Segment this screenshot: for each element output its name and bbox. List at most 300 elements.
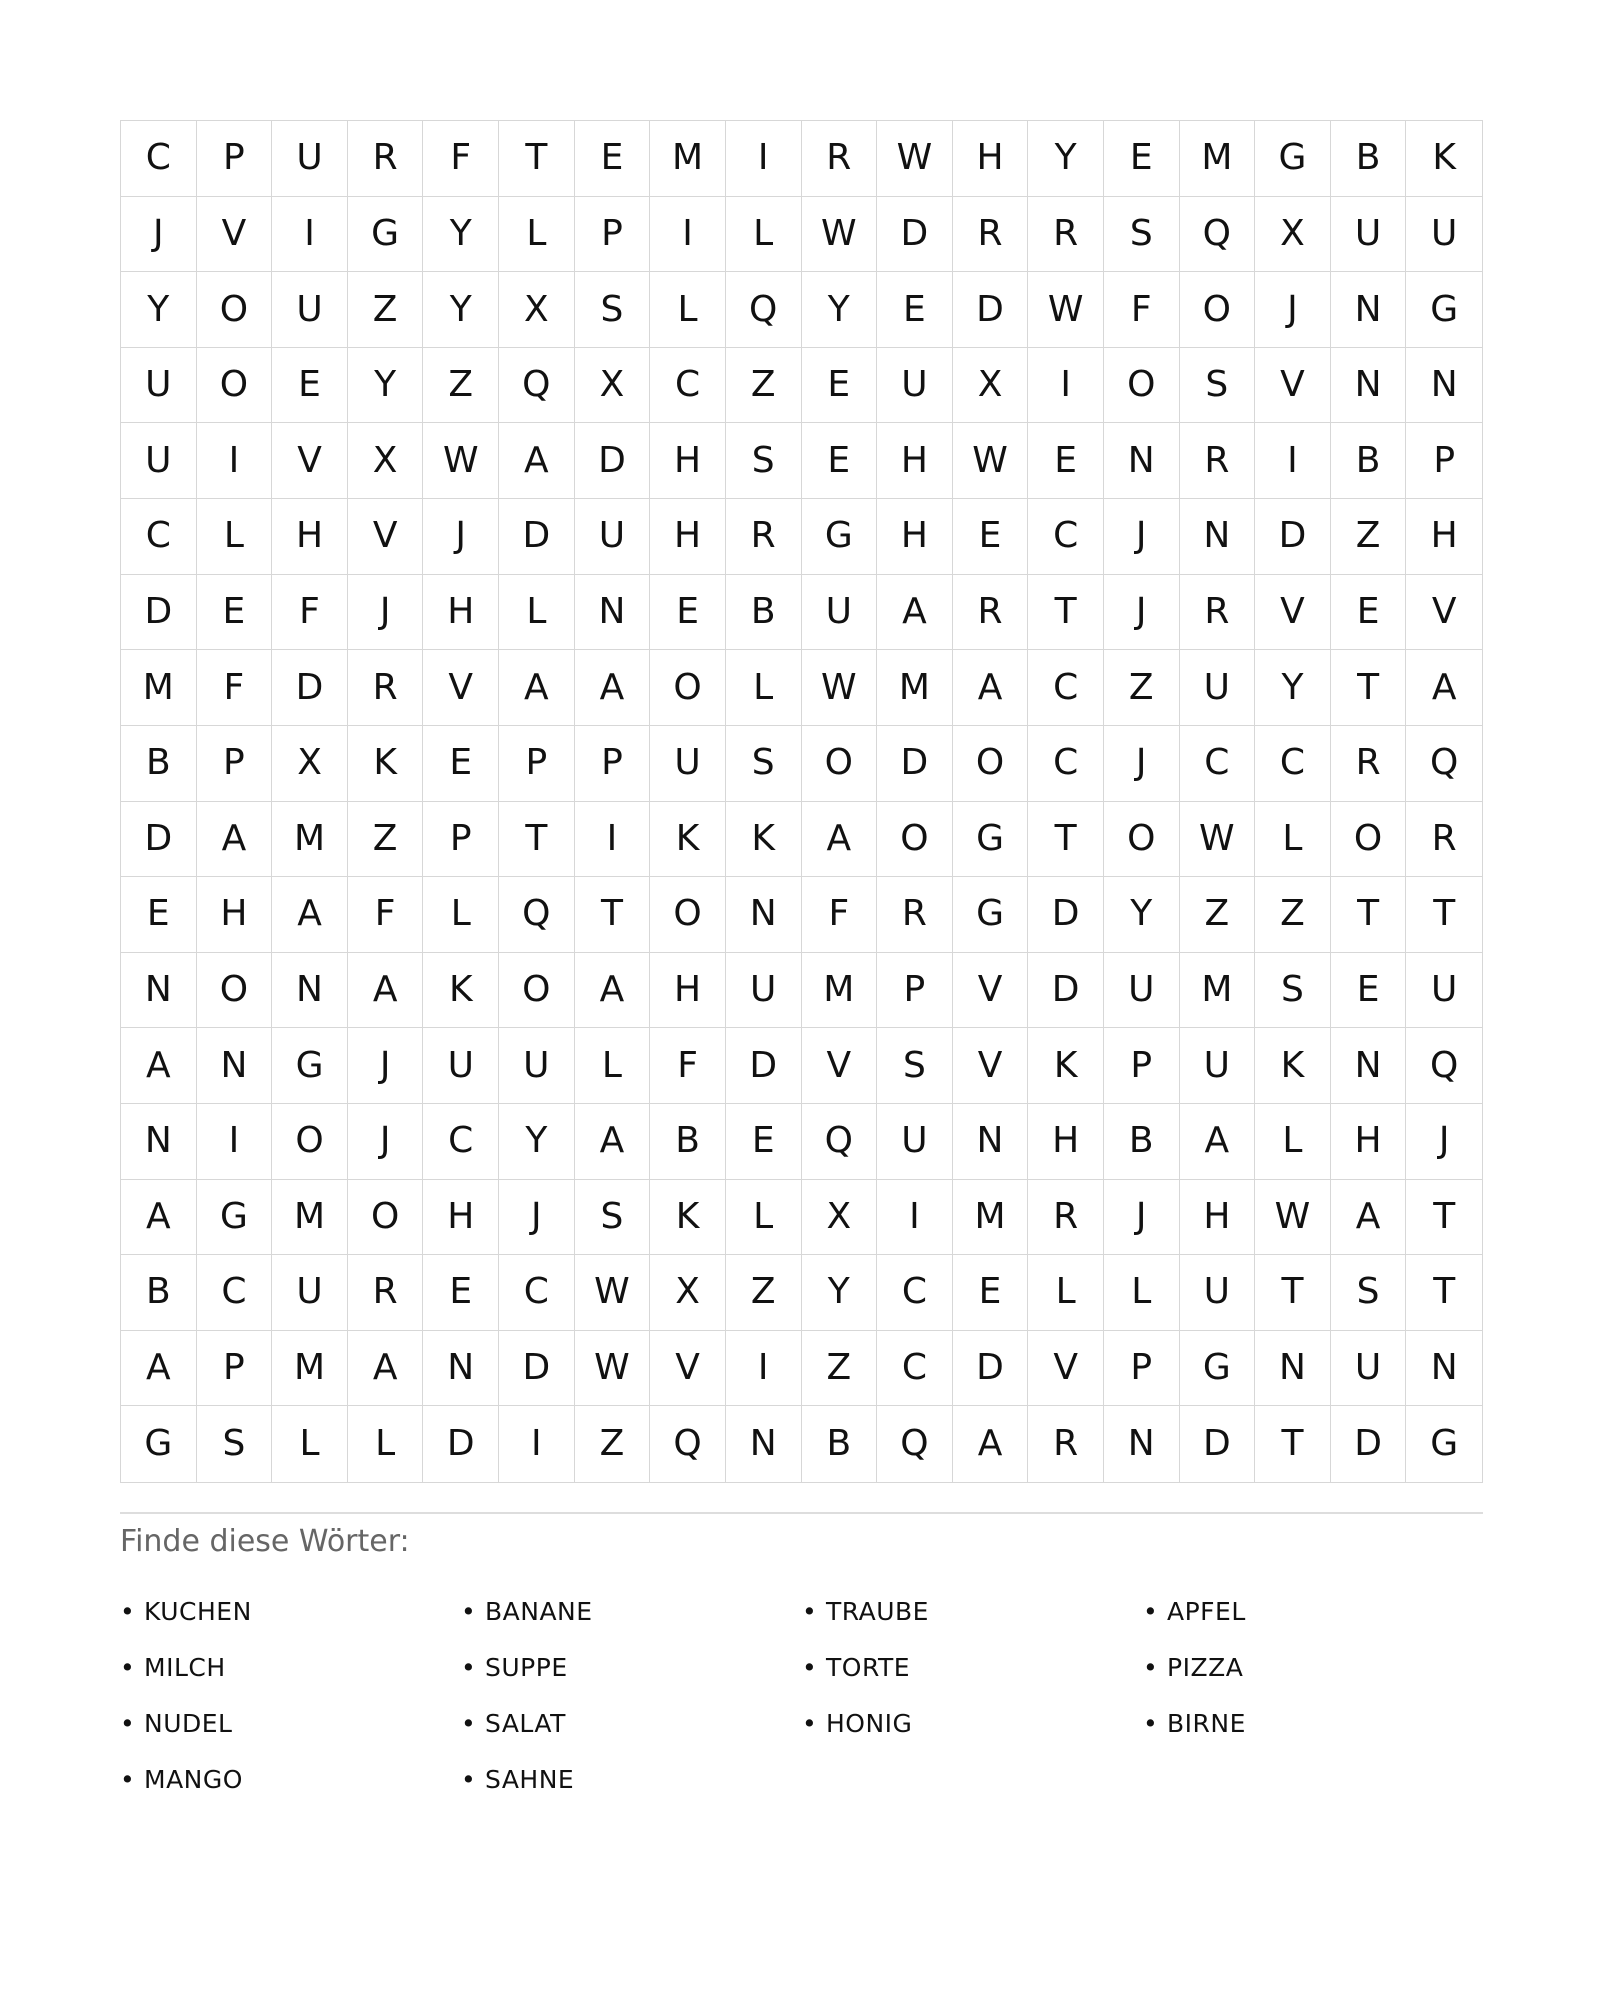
grid-cell[interactable]: U [650,726,726,802]
grid-cell[interactable]: M [1180,121,1256,197]
grid-cell[interactable]: D [953,1331,1029,1407]
grid-cell[interactable]: K [1255,1028,1331,1104]
grid-cell[interactable]: M [272,1180,348,1256]
grid-cell[interactable]: V [650,1331,726,1407]
grid-cell[interactable]: M [1180,953,1256,1029]
grid-cell[interactable]: R [1180,575,1256,651]
grid-cell[interactable]: N [1104,423,1180,499]
grid-cell[interactable]: C [499,1255,575,1331]
grid-cell[interactable]: D [423,1406,499,1482]
grid-cell[interactable]: V [953,1028,1029,1104]
grid-cell[interactable]: N [1104,1406,1180,1482]
grid-cell[interactable]: T [1331,877,1407,953]
grid-cell[interactable]: U [121,423,197,499]
grid-cell[interactable]: Q [650,1406,726,1482]
grid-cell[interactable]: A [1331,1180,1407,1256]
grid-cell[interactable]: S [1331,1255,1407,1331]
grid-cell[interactable]: I [197,1104,273,1180]
grid-cell[interactable]: H [877,423,953,499]
grid-cell[interactable]: F [348,877,424,953]
grid-cell[interactable]: Z [726,348,802,424]
grid-cell[interactable]: F [197,650,273,726]
grid-cell[interactable]: V [1255,575,1331,651]
grid-cell[interactable]: O [1331,802,1407,878]
grid-cell[interactable]: Y [802,272,878,348]
grid-cell[interactable]: A [197,802,273,878]
grid-cell[interactable]: J [348,1104,424,1180]
grid-cell[interactable]: P [197,726,273,802]
grid-cell[interactable]: N [953,1104,1029,1180]
grid-cell[interactable]: Q [726,272,802,348]
grid-cell[interactable]: D [1028,877,1104,953]
grid-cell[interactable]: C [650,348,726,424]
grid-cell[interactable]: S [1180,348,1256,424]
grid-cell[interactable]: P [197,121,273,197]
grid-cell[interactable]: N [575,575,651,651]
grid-cell[interactable]: A [121,1028,197,1104]
grid-cell[interactable]: N [121,1104,197,1180]
grid-cell[interactable]: S [726,423,802,499]
grid-cell[interactable]: N [726,1406,802,1482]
grid-cell[interactable]: E [1028,423,1104,499]
grid-cell[interactable]: B [1331,423,1407,499]
grid-cell[interactable]: W [575,1331,651,1407]
grid-cell[interactable]: A [1180,1104,1256,1180]
grid-cell[interactable]: G [1180,1331,1256,1407]
grid-cell[interactable]: H [423,575,499,651]
grid-cell[interactable]: C [877,1331,953,1407]
grid-cell[interactable]: D [121,802,197,878]
grid-cell[interactable]: Y [1104,877,1180,953]
grid-cell[interactable]: D [499,499,575,575]
grid-cell[interactable]: N [1331,1028,1407,1104]
grid-cell[interactable]: Q [1406,726,1482,802]
grid-cell[interactable]: V [1028,1331,1104,1407]
grid-cell[interactable]: O [877,802,953,878]
grid-cell[interactable]: U [1104,953,1180,1029]
grid-cell[interactable]: V [272,423,348,499]
grid-cell[interactable]: P [197,1331,273,1407]
grid-cell[interactable]: E [953,499,1029,575]
grid-cell[interactable]: H [953,121,1029,197]
grid-cell[interactable]: R [348,121,424,197]
grid-cell[interactable]: A [348,953,424,1029]
grid-cell[interactable]: U [272,1255,348,1331]
grid-cell[interactable]: C [121,499,197,575]
grid-cell[interactable]: R [1028,1180,1104,1256]
grid-cell[interactable]: G [1255,121,1331,197]
grid-cell[interactable]: T [499,121,575,197]
grid-cell[interactable]: J [1104,1180,1180,1256]
grid-cell[interactable]: S [1255,953,1331,1029]
grid-cell[interactable]: E [726,1104,802,1180]
grid-cell[interactable]: N [197,1028,273,1104]
grid-cell[interactable]: U [272,272,348,348]
grid-cell[interactable]: Z [802,1331,878,1407]
grid-cell[interactable]: T [1028,802,1104,878]
grid-cell[interactable]: A [121,1180,197,1256]
grid-cell[interactable]: U [877,1104,953,1180]
grid-cell[interactable]: R [1180,423,1256,499]
grid-cell[interactable]: Y [423,272,499,348]
grid-cell[interactable]: X [953,348,1029,424]
grid-cell[interactable]: E [121,877,197,953]
grid-cell[interactable]: I [726,1331,802,1407]
grid-cell[interactable]: S [1104,197,1180,273]
grid-cell[interactable]: N [423,1331,499,1407]
grid-cell[interactable]: T [575,877,651,953]
grid-cell[interactable]: Z [1180,877,1256,953]
grid-cell[interactable]: O [650,650,726,726]
grid-cell[interactable]: Y [1255,650,1331,726]
grid-cell[interactable]: A [499,423,575,499]
grid-cell[interactable]: L [1028,1255,1104,1331]
grid-cell[interactable]: I [197,423,273,499]
grid-cell[interactable]: W [802,197,878,273]
grid-cell[interactable]: I [575,802,651,878]
grid-cell[interactable]: Z [575,1406,651,1482]
grid-cell[interactable]: D [121,575,197,651]
grid-cell[interactable]: A [499,650,575,726]
grid-cell[interactable]: G [348,197,424,273]
grid-cell[interactable]: E [877,272,953,348]
grid-cell[interactable]: P [1104,1331,1180,1407]
grid-cell[interactable]: U [1406,953,1482,1029]
grid-cell[interactable]: W [953,423,1029,499]
grid-cell[interactable]: Y [1028,121,1104,197]
grid-cell[interactable]: G [121,1406,197,1482]
grid-cell[interactable]: A [121,1331,197,1407]
grid-cell[interactable]: B [121,726,197,802]
grid-cell[interactable]: X [650,1255,726,1331]
grid-cell[interactable]: L [1104,1255,1180,1331]
grid-cell[interactable]: U [423,1028,499,1104]
grid-cell[interactable]: Y [802,1255,878,1331]
grid-cell[interactable]: W [1255,1180,1331,1256]
grid-cell[interactable]: X [802,1180,878,1256]
grid-cell[interactable]: E [423,1255,499,1331]
grid-cell[interactable]: O [953,726,1029,802]
grid-cell[interactable]: B [1104,1104,1180,1180]
grid-cell[interactable]: G [953,877,1029,953]
grid-cell[interactable]: D [1331,1406,1407,1482]
grid-cell[interactable]: X [272,726,348,802]
grid-cell[interactable]: C [1180,726,1256,802]
grid-cell[interactable]: R [348,1255,424,1331]
grid-cell[interactable]: D [953,272,1029,348]
grid-cell[interactable]: A [272,877,348,953]
grid-cell[interactable]: R [726,499,802,575]
grid-cell[interactable]: H [650,423,726,499]
grid-cell[interactable]: C [1028,499,1104,575]
grid-cell[interactable]: O [1180,272,1256,348]
grid-cell[interactable]: M [650,121,726,197]
grid-cell[interactable]: X [575,348,651,424]
grid-cell[interactable]: E [650,575,726,651]
grid-cell[interactable]: S [575,1180,651,1256]
grid-cell[interactable]: S [726,726,802,802]
grid-cell[interactable]: Q [499,877,575,953]
grid-cell[interactable]: F [802,877,878,953]
grid-cell[interactable]: Z [1104,650,1180,726]
grid-cell[interactable]: B [1331,121,1407,197]
grid-cell[interactable]: L [499,575,575,651]
grid-cell[interactable]: U [575,499,651,575]
grid-cell[interactable]: U [121,348,197,424]
grid-cell[interactable]: C [1028,726,1104,802]
grid-cell[interactable]: U [1180,650,1256,726]
grid-cell[interactable]: D [1028,953,1104,1029]
grid-cell[interactable]: N [121,953,197,1029]
grid-cell[interactable]: Z [726,1255,802,1331]
grid-cell[interactable]: R [802,121,878,197]
grid-cell[interactable]: E [272,348,348,424]
grid-cell[interactable]: J [1406,1104,1482,1180]
grid-cell[interactable]: N [1331,348,1407,424]
grid-cell[interactable]: L [197,499,273,575]
grid-cell[interactable]: J [348,575,424,651]
grid-cell[interactable]: W [423,423,499,499]
grid-cell[interactable]: P [575,726,651,802]
grid-cell[interactable]: C [423,1104,499,1180]
grid-cell[interactable]: H [1331,1104,1407,1180]
grid-cell[interactable]: O [197,272,273,348]
grid-cell[interactable]: U [499,1028,575,1104]
grid-cell[interactable]: K [650,1180,726,1256]
grid-cell[interactable]: U [1331,1331,1407,1407]
grid-cell[interactable]: L [726,650,802,726]
grid-cell[interactable]: O [197,953,273,1029]
grid-cell[interactable]: U [1406,197,1482,273]
grid-cell[interactable]: E [575,121,651,197]
grid-cell[interactable]: E [802,423,878,499]
grid-cell[interactable]: G [1406,272,1482,348]
grid-cell[interactable]: G [197,1180,273,1256]
grid-cell[interactable]: J [1104,499,1180,575]
grid-cell[interactable]: I [1028,348,1104,424]
grid-cell[interactable]: M [877,650,953,726]
grid-cell[interactable]: Z [1331,499,1407,575]
grid-cell[interactable]: N [1406,1331,1482,1407]
grid-cell[interactable]: G [272,1028,348,1104]
grid-cell[interactable]: D [877,197,953,273]
grid-cell[interactable]: N [1180,499,1256,575]
grid-cell[interactable]: X [499,272,575,348]
grid-cell[interactable]: P [1406,423,1482,499]
grid-cell[interactable]: K [1406,121,1482,197]
grid-cell[interactable]: F [1104,272,1180,348]
grid-cell[interactable]: H [1028,1104,1104,1180]
grid-cell[interactable]: I [726,121,802,197]
grid-cell[interactable]: O [650,877,726,953]
grid-cell[interactable]: J [499,1180,575,1256]
grid-cell[interactable]: Y [121,272,197,348]
grid-cell[interactable]: A [575,1104,651,1180]
grid-cell[interactable]: J [1104,575,1180,651]
grid-cell[interactable]: V [1406,575,1482,651]
grid-cell[interactable]: L [726,197,802,273]
grid-cell[interactable]: E [802,348,878,424]
grid-cell[interactable]: H [650,499,726,575]
grid-cell[interactable]: L [1255,1104,1331,1180]
grid-cell[interactable]: P [877,953,953,1029]
grid-cell[interactable]: L [650,272,726,348]
grid-cell[interactable]: U [272,121,348,197]
grid-cell[interactable]: W [877,121,953,197]
grid-cell[interactable]: K [348,726,424,802]
grid-cell[interactable]: U [726,953,802,1029]
grid-cell[interactable]: K [423,953,499,1029]
grid-cell[interactable]: X [348,423,424,499]
grid-cell[interactable]: T [1406,1180,1482,1256]
grid-cell[interactable]: U [802,575,878,651]
grid-cell[interactable]: A [348,1331,424,1407]
grid-cell[interactable]: S [575,272,651,348]
grid-cell[interactable]: C [1028,650,1104,726]
grid-cell[interactable]: A [575,953,651,1029]
grid-cell[interactable]: R [1406,802,1482,878]
grid-cell[interactable]: V [1255,348,1331,424]
grid-cell[interactable]: M [953,1180,1029,1256]
grid-cell[interactable]: A [575,650,651,726]
grid-cell[interactable]: U [1180,1255,1256,1331]
grid-cell[interactable]: H [423,1180,499,1256]
grid-cell[interactable]: A [1406,650,1482,726]
grid-cell[interactable]: T [1406,1255,1482,1331]
grid-cell[interactable]: E [1331,953,1407,1029]
grid-cell[interactable]: R [348,650,424,726]
grid-cell[interactable]: J [1255,272,1331,348]
grid-cell[interactable]: W [1028,272,1104,348]
grid-cell[interactable]: D [575,423,651,499]
grid-cell[interactable]: Z [348,802,424,878]
grid-cell[interactable]: B [726,575,802,651]
grid-cell[interactable]: I [272,197,348,273]
grid-cell[interactable]: H [272,499,348,575]
grid-cell[interactable]: O [272,1104,348,1180]
grid-cell[interactable]: V [953,953,1029,1029]
grid-cell[interactable]: K [1028,1028,1104,1104]
grid-cell[interactable]: D [726,1028,802,1104]
grid-cell[interactable]: H [197,877,273,953]
grid-cell[interactable]: K [726,802,802,878]
grid-cell[interactable]: K [650,802,726,878]
grid-cell[interactable]: T [1255,1406,1331,1482]
grid-cell[interactable]: S [877,1028,953,1104]
grid-cell[interactable]: U [877,348,953,424]
grid-cell[interactable]: V [802,1028,878,1104]
grid-cell[interactable]: R [953,197,1029,273]
grid-cell[interactable]: A [802,802,878,878]
grid-cell[interactable]: N [1406,348,1482,424]
grid-cell[interactable]: D [499,1331,575,1407]
grid-cell[interactable]: C [121,121,197,197]
grid-cell[interactable]: Q [1406,1028,1482,1104]
grid-cell[interactable]: U [1331,197,1407,273]
grid-cell[interactable]: N [726,877,802,953]
grid-cell[interactable]: E [423,726,499,802]
grid-cell[interactable]: V [348,499,424,575]
grid-cell[interactable]: F [423,121,499,197]
grid-cell[interactable]: H [650,953,726,1029]
grid-cell[interactable]: T [1406,877,1482,953]
grid-cell[interactable]: A [953,1406,1029,1482]
grid-cell[interactable]: B [802,1406,878,1482]
grid-cell[interactable]: M [272,802,348,878]
grid-cell[interactable]: L [423,877,499,953]
grid-cell[interactable]: A [953,650,1029,726]
grid-cell[interactable]: O [802,726,878,802]
grid-cell[interactable]: T [1028,575,1104,651]
grid-cell[interactable]: M [802,953,878,1029]
grid-cell[interactable]: P [1104,1028,1180,1104]
grid-cell[interactable]: L [499,197,575,273]
grid-cell[interactable]: D [877,726,953,802]
grid-cell[interactable]: R [1331,726,1407,802]
grid-cell[interactable]: Q [877,1406,953,1482]
grid-cell[interactable]: V [197,197,273,273]
grid-cell[interactable]: Z [348,272,424,348]
grid-cell[interactable]: N [1331,272,1407,348]
grid-cell[interactable]: R [1028,197,1104,273]
grid-cell[interactable]: Z [423,348,499,424]
grid-cell[interactable]: D [272,650,348,726]
grid-cell[interactable]: G [802,499,878,575]
grid-cell[interactable]: P [499,726,575,802]
grid-cell[interactable]: O [1104,348,1180,424]
grid-cell[interactable]: C [197,1255,273,1331]
grid-cell[interactable]: H [1180,1180,1256,1256]
grid-cell[interactable]: L [575,1028,651,1104]
grid-cell[interactable]: N [1255,1331,1331,1407]
grid-cell[interactable]: O [197,348,273,424]
grid-cell[interactable]: O [348,1180,424,1256]
grid-cell[interactable]: S [197,1406,273,1482]
grid-cell[interactable]: J [121,197,197,273]
grid-cell[interactable]: R [877,877,953,953]
grid-cell[interactable]: I [650,197,726,273]
grid-cell[interactable]: L [726,1180,802,1256]
grid-cell[interactable]: O [1104,802,1180,878]
grid-cell[interactable]: Y [348,348,424,424]
grid-cell[interactable]: V [423,650,499,726]
grid-cell[interactable]: Y [423,197,499,273]
grid-cell[interactable]: I [877,1180,953,1256]
grid-cell[interactable]: L [348,1406,424,1482]
grid-cell[interactable]: D [1180,1406,1256,1482]
grid-cell[interactable]: Q [802,1104,878,1180]
grid-cell[interactable]: G [1430,1423,1459,1465]
grid-cell[interactable]: L [272,1406,348,1482]
grid-cell[interactable]: M [272,1331,348,1407]
grid-cell[interactable]: O [499,953,575,1029]
grid-cell[interactable]: M [121,650,197,726]
grid-cell[interactable]: T [1331,650,1407,726]
grid-cell[interactable]: E [953,1255,1029,1331]
grid-cell[interactable]: I [1255,423,1331,499]
grid-cell[interactable]: R [953,575,1029,651]
grid-cell[interactable]: D [1255,499,1331,575]
grid-cell[interactable]: L [1255,802,1331,878]
grid-cell[interactable]: H [1406,499,1482,575]
grid-cell[interactable]: Y [499,1104,575,1180]
grid-cell[interactable]: P [423,802,499,878]
grid-cell[interactable]: W [1180,802,1256,878]
grid-cell[interactable]: U [1180,1028,1256,1104]
grid-cell[interactable]: B [650,1104,726,1180]
grid-cell[interactable]: Z [1255,877,1331,953]
grid-cell[interactable]: B [121,1255,197,1331]
